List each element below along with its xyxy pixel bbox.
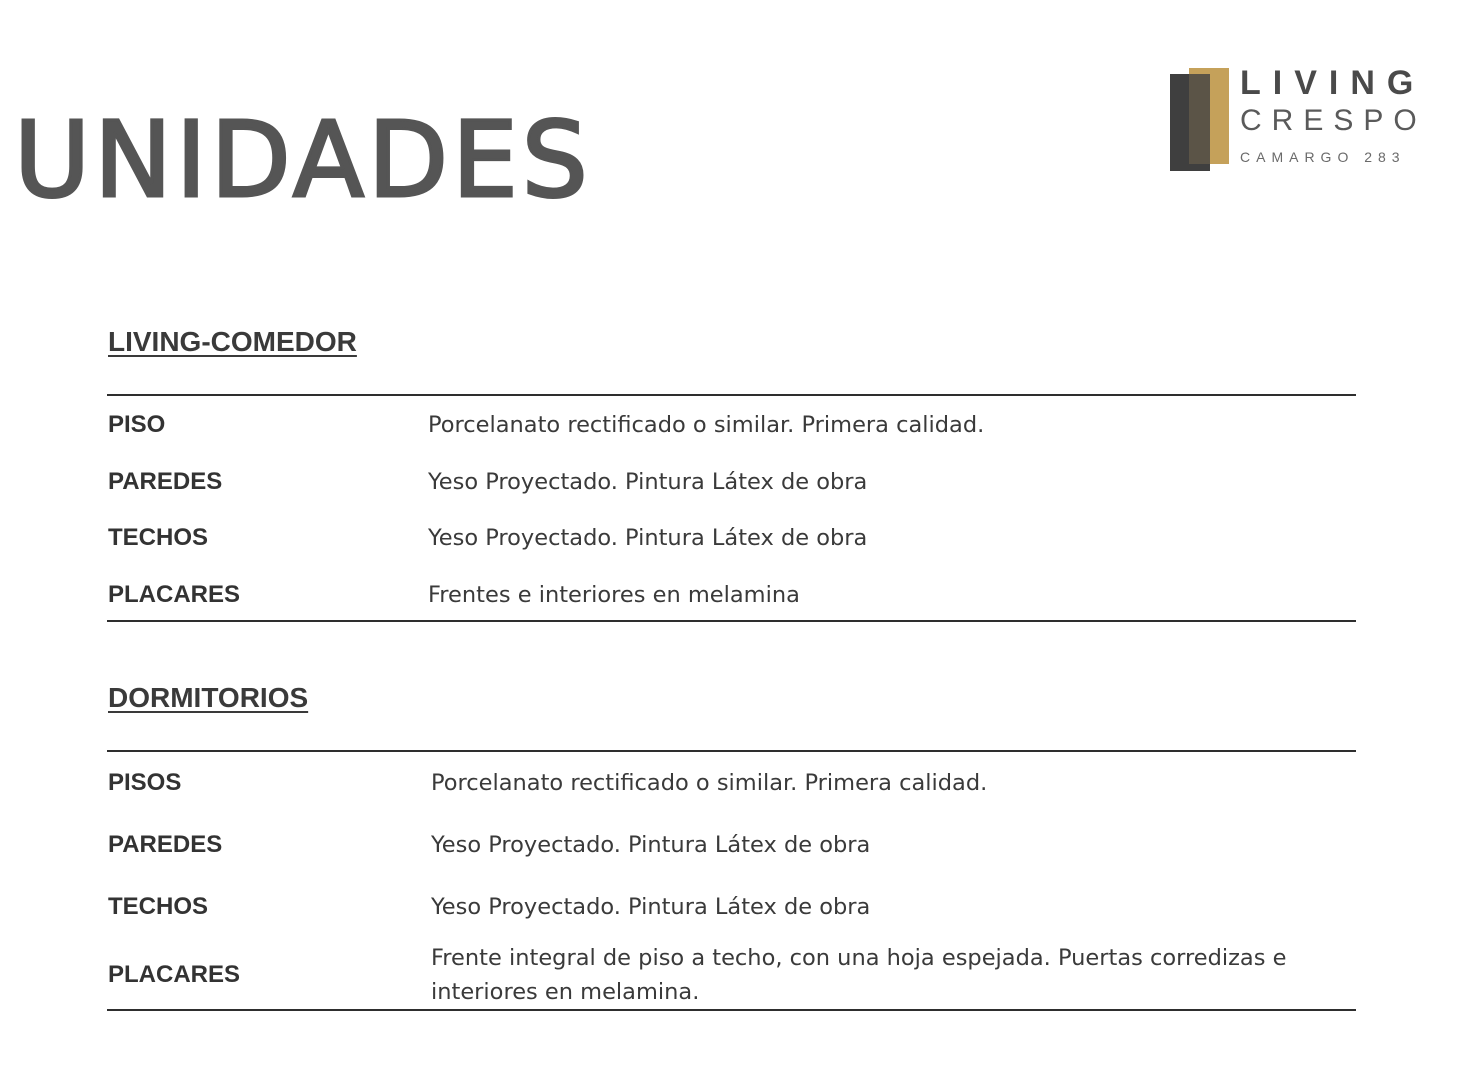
spec-label: PAREDES bbox=[108, 831, 223, 858]
spec-label: TECHOS bbox=[108, 524, 209, 551]
spec-value: Frente integral de piso a techo, con una hoja espejada. Puertas corredizas e interiores en melamina. bbox=[431, 945, 1287, 1005]
page-title: UNIDADES bbox=[14, 99, 592, 221]
section-top-rule bbox=[107, 750, 1356, 752]
spec-value: Frentes e interiores en melamina bbox=[428, 582, 800, 608]
spec-row bbox=[108, 825, 1358, 865]
logo-name-line2: CRESPO bbox=[1240, 104, 1427, 137]
brand-logo bbox=[1168, 66, 1428, 176]
spec-label: TECHOS bbox=[108, 893, 209, 920]
section-heading: LIVING-COMEDOR bbox=[108, 326, 357, 357]
logo-overlap-bar bbox=[1189, 74, 1210, 164]
spec-row bbox=[108, 462, 1358, 502]
spec-value: Yeso Proyectado. Pintura Látex de obra bbox=[428, 469, 868, 495]
spec-label: PISOS bbox=[108, 769, 182, 796]
spec-row bbox=[108, 941, 1358, 1009]
spec-row bbox=[108, 518, 1358, 558]
spec-value: Yeso Proyectado. Pintura Látex de obra bbox=[428, 525, 868, 551]
spec-value: Yeso Proyectado. Pintura Látex de obra bbox=[431, 894, 871, 920]
spec-value: Yeso Proyectado. Pintura Látex de obra bbox=[431, 832, 871, 858]
spec-label: PISO bbox=[108, 411, 166, 438]
section-bottom-rule bbox=[107, 620, 1356, 622]
spec-row bbox=[108, 763, 1358, 803]
spec-value: Porcelanato rectificado o similar. Primera calidad. bbox=[428, 412, 985, 438]
spec-row bbox=[108, 405, 1358, 445]
spec-label: PLACARES bbox=[108, 961, 241, 988]
logo-name-line1: LIVING bbox=[1240, 64, 1426, 102]
spec-label: PLACARES bbox=[108, 581, 241, 608]
logo-address: CAMARGO 283 bbox=[1240, 149, 1406, 165]
spec-label: PAREDES bbox=[108, 468, 223, 495]
section-heading: DORMITORIOS bbox=[108, 682, 309, 713]
section-bottom-rule bbox=[107, 1009, 1356, 1011]
spec-row bbox=[108, 575, 1358, 615]
section-top-rule bbox=[107, 394, 1356, 396]
logo-mark-icon bbox=[1168, 66, 1232, 176]
spec-row bbox=[108, 887, 1358, 927]
spec-value: Porcelanato rectificado o similar. Primera calidad. bbox=[431, 770, 988, 796]
